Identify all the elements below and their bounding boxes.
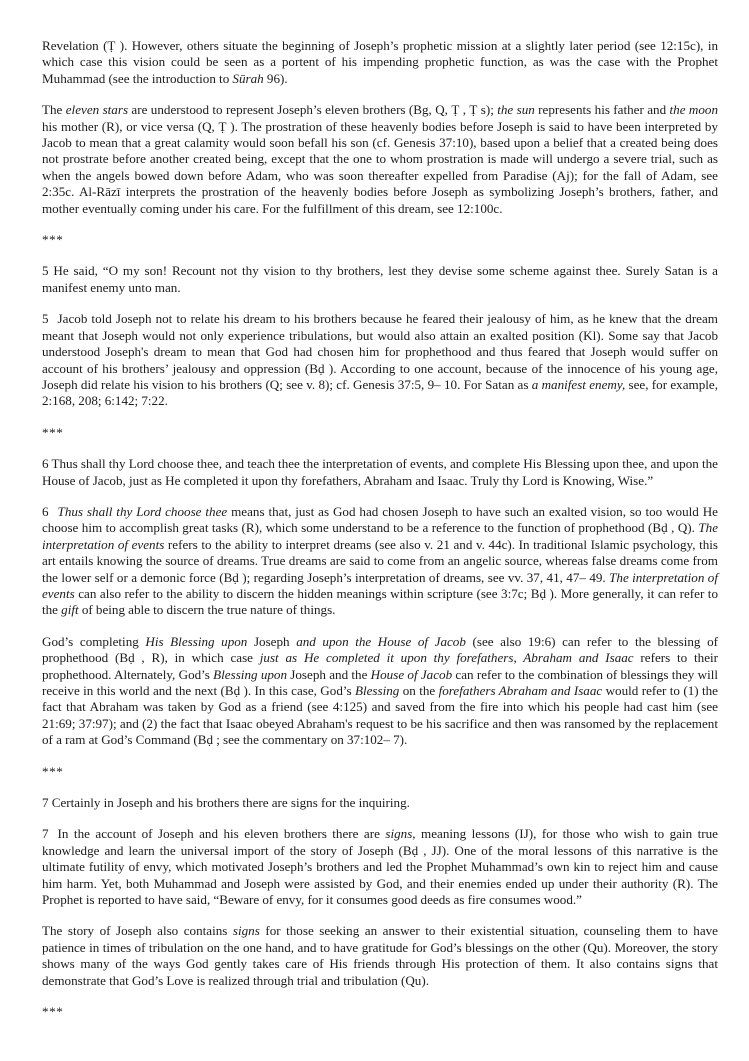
block-text: *** (42, 763, 64, 779)
block-text: 6 Thus shall thy Lord choose thee, and teach thee the interpretation of events, and complete His Blessing upon thee, and upon the House of Jacob, just as He completed it upon thy forefathers, Abraham and Isaac. Truly thy Lord is Knowing, Wise.” (42, 456, 718, 488)
commentary-5 (42, 311, 718, 409)
verse-number: 6 (42, 503, 49, 519)
page-content (42, 38, 718, 1021)
block-text: Revelation (Ṭ ). However, others situate the beginning of Joseph’s prophetic mission at a slightly later period (see 12:15c), in which case this vision could be seen as a portent of his impending prophetic function, as was the case with the Prophet Muhammad (see the introduction to Sūrah 96). (42, 38, 718, 86)
section-separator-3 (42, 764, 718, 780)
verse-text-7 (42, 795, 718, 811)
section-separator-2 (42, 425, 718, 441)
verse-text-6 (42, 456, 718, 489)
block-text: *** (42, 1004, 64, 1020)
verse-number: 5 (42, 311, 49, 327)
commentary-7 (42, 826, 718, 908)
block-text: Jacob told Joseph not to relate his dream to his brothers because he feared their jealousy of him, as he knew that the dream meant that Joseph would not only experience tribulations, but would also attain an exalted position (Kl). Some say that Jacob understood Joseph's dream to mean that God had chosen him for prophethood and thus feared that Joseph would suffer on account of his brothers’ jealousy and oppression (Bḍ ). According to one account, because of the innocence of his young age, Joseph did relate his vision to his brothers (Q; see v. 8); cf. Genesis 37:5, 9– 10. For Satan as a manifest enemy, see, for example, 2:168, 208; 6:142; 7:22. (42, 311, 718, 409)
block-text: God’s completing His Blessing upon Joseph and upon the House of Jacob (see also 19:6) can refer to the blessing of prophethood (Bḍ , R), in which case just as He completed it upon thy forefathers, Abraham and Isaac refers to their prophethood. Alternately, God’s Blessing upon Joseph and the House of Jacob can refer to the combination of blessings they will receive in this world and the next (Bḍ ). In this case, God’s Blessing on the forefathers Abraham and Isaac would refer to (1) the fact that Abraham was taken by God as a friend (see 4:125) and saved from the fire into which his people had cast him (see 21:69; 37:97); and (2) the fact that Isaac obeyed Abraham's request to be his sacrifice and then was ransomed by the replacement of a ram at God’s Command (Bḍ ; see the commentary on 37:102– 7). (42, 633, 718, 748)
block-text: Thus shall thy Lord choose thee means that, just as God had chosen Joseph to have such an exalted vision, so too would He choose him to accomplish great tasks (R), which some understand to be a reference to the function of prophethood (Bḍ , Q). The interpretation of events refers to the ability to interpret dreams (see also v. 21 and v. 44c). In traditional Islamic psychology, this art entails knowing the source of dreams. True dreams are said to come from an angelic source, whereas false dreams come from the lower self or a demonic force (Bḍ ); regarding Joseph’s interpretation of dreams, see vv. 37, 41, 47– 49. The interpretation of events can also refer to the ability to discern the hidden meanings within scripture (see 3:7c; Bḍ ). More generally, it can refer to the gift of being able to discern the true nature of things. (42, 503, 719, 618)
commentary-6 (42, 504, 718, 619)
block-text: In the account of Joseph and his eleven brothers there are signs, meaning lessons (IJ), for those who wish to gain true knowledge and learn the universal import of the story of Joseph (Bḍ , JJ). One of the moral lessons of this narrative is the ultimate futility of envy, which motivated Joseph’s brothers and led the Prophet Muhammad’s own kin to reject him and cause him harm. Yet, both Muhammad and Joseph were assisted by God, and their enemies ended up under their authority (R). The Prophet is reported to have said, “Beware of envy, for it consumes good deeds as fire consumes wood.” (42, 826, 718, 908)
verse-text-5 (42, 263, 718, 296)
block-text: 7 Certainly in Joseph and his brothers there are signs for the inquiring. (42, 795, 410, 811)
section-separator-4 (42, 1004, 718, 1020)
block-text: *** (42, 424, 64, 440)
paragraph-eleven-stars (42, 102, 718, 217)
paragraph-revelation-timing (42, 38, 718, 87)
paragraph-story-of-joseph-signs (42, 923, 718, 989)
block-text: The eleven stars are understood to represent Joseph’s eleven brothers (Bg, Q, Ṭ , Ṭ s); the sun represents his father and the moon his mother (R), or vice versa (Q, Ṭ ). The prostration of these heavenly bodies before Joseph is said to have been interpreted by Jacob to mean that a great calamity would soon befall his son (cf. Genesis 37:10), based upon a belief that a created being does not prostrate before another created being, except that the one to whom prostration is made will undergo a severe trial, such as when the angels bowed down before Adam, who was soon thereafter expelled from Paradise (Aj); for the fall of Adam, see 2:35c. Al-Rāzī interprets the prostration of the heavenly bodies before Joseph as symbolizing Joseph’s brothers, father, and mother eventually coming under his care. For the fulfillment of this dream, see 12:100c. (42, 102, 718, 216)
section-separator-1 (42, 232, 718, 248)
paragraph-gods-completing-blessing (42, 634, 718, 749)
verse-number: 7 (42, 826, 49, 842)
block-text: 5 He said, “O my son! Recount not thy vision to thy brothers, lest they devise some scheme against thee. Surely Satan is a manifest enemy unto man. (42, 263, 718, 295)
block-text: The story of Joseph also contains signs for those seeking an answer to their existential situation, counseling them to have patience in times of tribulation on the one hand, and to have gratitude for God’s blessings on the other (Qu). Moreover, the story shows many of the ways God gently takes care of His friends through His protection of them. It also contains signs that demonstrate that God’s Love is realized through trial and tribulation (Qu). (42, 923, 718, 988)
block-text: *** (42, 232, 64, 248)
